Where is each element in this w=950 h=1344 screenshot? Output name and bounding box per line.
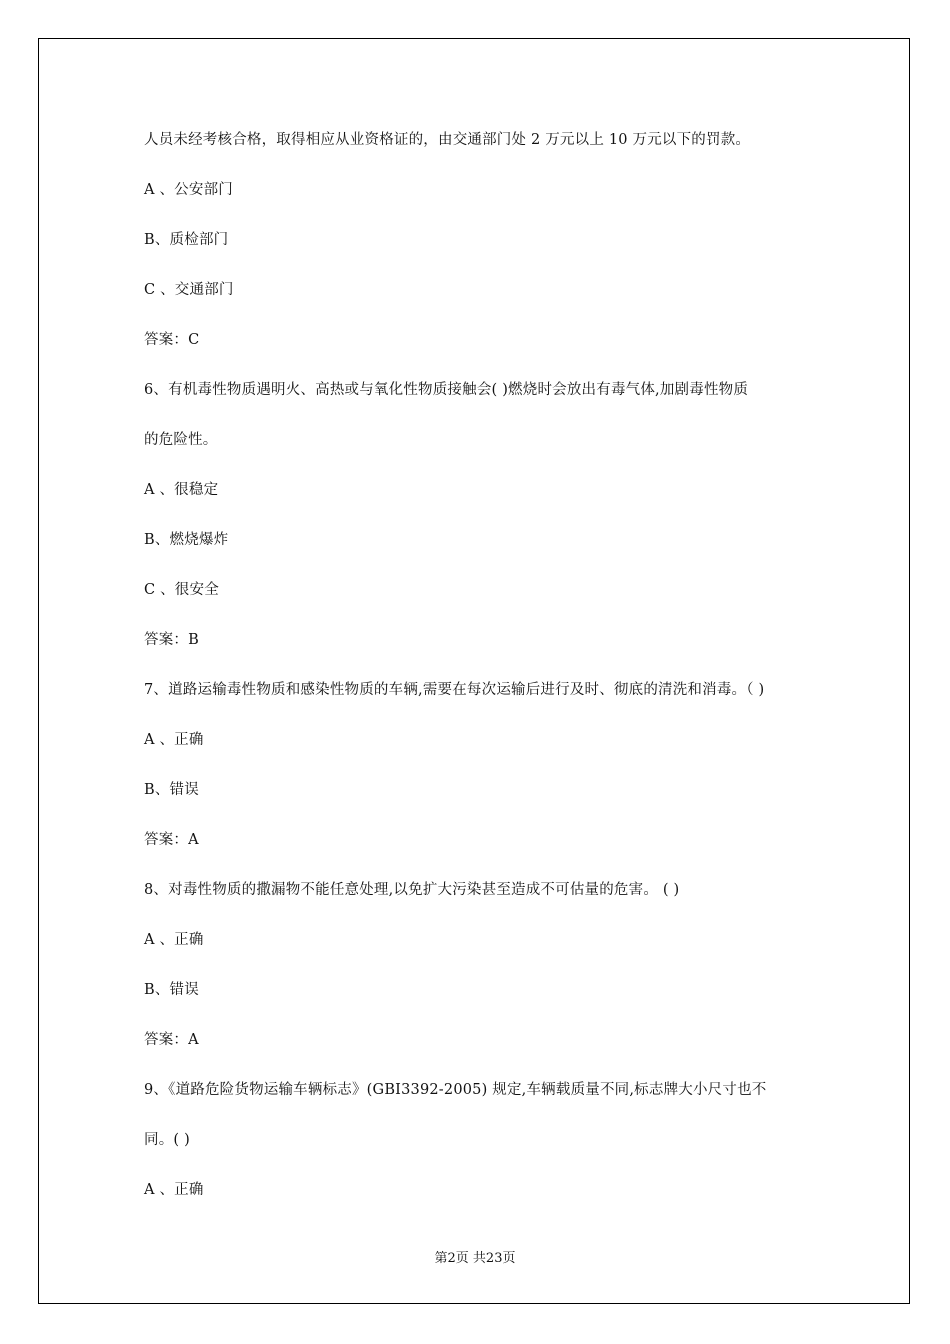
answer: 答案：B — [144, 632, 199, 648]
question-5-continuation: 人员未经考核合格，取得相应从业资格证的，由交通部门处 2 万元以上 10 万元以下的罚款。 — [144, 132, 751, 148]
page-number-footer: 第2页 共23页 — [434, 1251, 516, 1266]
question-9-continuation: 同。( ) — [144, 1132, 190, 1148]
question-9: 9、《道路危险货物运输车辆标志》(GBI3392-2005) 规定,车辆载质量不同,标志牌大小尺寸也不 — [144, 1082, 767, 1098]
document-body — [144, 127, 824, 1227]
question-6-continuation: 的危险性。 — [144, 432, 218, 448]
option-a: A 、很稳定 — [144, 482, 219, 498]
answer: 答案：A — [144, 1032, 199, 1048]
option-b: B、质检部门 — [144, 232, 229, 248]
option-a: A 、公安部门 — [144, 182, 233, 198]
option-c: C 、交通部门 — [144, 282, 234, 298]
option-c: C 、很安全 — [144, 582, 219, 598]
option-b: B、错误 — [144, 982, 199, 998]
option-b: B、燃烧爆炸 — [144, 532, 229, 548]
option-a: A 、正确 — [144, 1182, 204, 1198]
answer: 答案：A — [144, 832, 199, 848]
answer: 答案：C — [144, 332, 200, 348]
option-a: A 、正确 — [144, 732, 204, 748]
option-a: A 、正确 — [144, 932, 204, 948]
question-8: 8、对毒性物质的撒漏物不能任意处理,以免扩大污染甚至造成不可估量的危害。 ( ) — [144, 882, 680, 898]
question-7: 7、道路运输毒性物质和感染性物质的车辆,需要在每次运输后进行及时、彻底的清洗和消毒。（ ) — [144, 682, 765, 698]
option-b: B、错误 — [144, 782, 199, 798]
question-6: 6、有机毒性物质遇明火、高热或与氧化性物质接触会( )燃烧时会放出有毒气体,加剧毒性物质 — [144, 382, 749, 398]
